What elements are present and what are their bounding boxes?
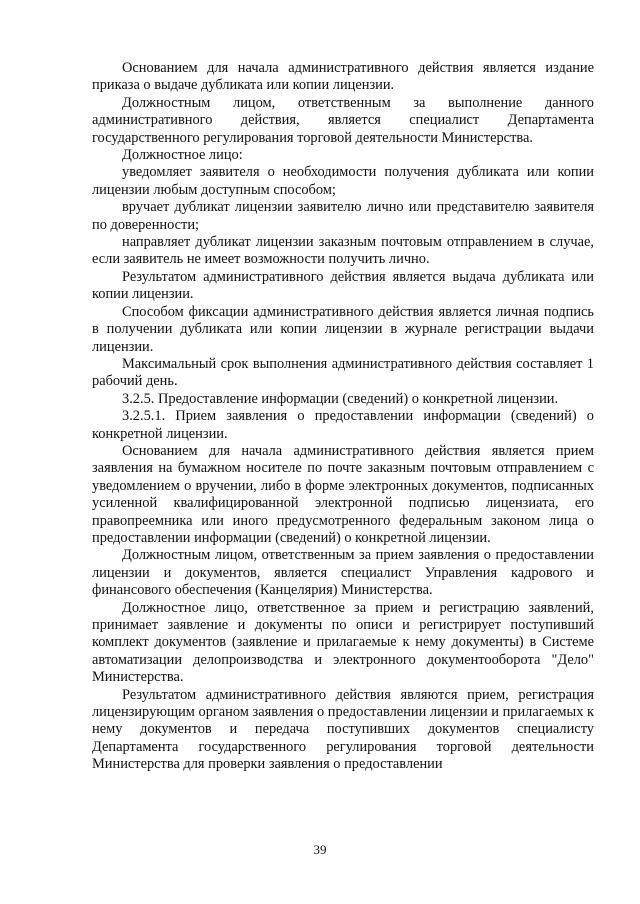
paragraph-registration: Должностное лицо, ответственное за прием и регистрацию заявлений, принимает заявление и документы по описи и регистрирует поступивший комплект документов (заявление и прилагаемые к нему документы) в Системе автоматизации делопроизводства и электронного документооборота "Дело" Министерства. (92, 599, 594, 686)
paragraph-basis-application: Основанием для начала административного действия является прием заявления на бумажном носителе по почте заказным почтовым отправлением с уведомлением о вручении, либо в форме электронных документов, подписанных усиленной квалифицированной электронной подписью лицензиата, его правопреемника или иного предусмотренного федеральным законом лица о предоставлении информации (сведений) о конкретной лицензии. (92, 442, 594, 546)
paragraph-responsible-reception: Должностным лицом, ответственным за прием заявления о предоставлении лицензии и документов, является специалист Управления кадрового и финансового обеспечения (Канцелярия) Министерства. (92, 547, 594, 599)
paragraph-max-term: Максимальный срок выполнения административного действия составляет 1 рабочий день. (92, 355, 594, 390)
paragraph-sends-by-mail: направляет дубликат лицензии заказным почтовым отправлением в случае, если заявитель не имеет возможности получить лично. (92, 234, 594, 268)
document-body (92, 60, 594, 774)
paragraph-notifies-applicant: уведомляет заявителя о необходимости получения дубликата или копии лицензии любым доступным способом; (92, 164, 594, 198)
paragraph-result-registration: Результатом административного действия являются прием, регистрация лицензирующим органом заявления о предоставлении лицензии и прилагаемых к нему документов и передача поступивших документов специалисту Департамента государственного регулирования торговой деятельности Министерства для проверки заявления о предоставлении (92, 686, 594, 773)
paragraph-basis-order: Основанием для начала административного действия является издание приказа о выдаче дубликата или копии лицензии. (92, 60, 594, 94)
paragraph-responsible-official: Должностным лицом, ответственным за выполнение данного административного действия, является специалист Департамента государственного регулирования торговой деятельности Министерства. (92, 94, 594, 146)
paragraph-official-intro: Должностное лицо: (122, 147, 243, 164)
section-heading-3-2-5: 3.2.5. Предоставление информации (сведений) о конкретной лицензии. (122, 390, 559, 407)
paragraph-result-issue: Результатом административного действия является выдача дубликата или копии лицензии. (92, 268, 594, 303)
section-heading-3-2-5-1: 3.2.5.1. Прием заявления о предоставлении информации (сведений) о конкретной лицензии. (92, 408, 594, 442)
paragraph-hands-over: вручает дубликат лицензии заявителю лично или представителю заявителя по доверенности; (92, 199, 594, 233)
paragraph-fixation-method: Способом фиксации административного действия является личная подпись в получении дубликата или копии лицензии в журнале регистрации выдачи лицензии. (92, 303, 594, 355)
page-number: 39 (313, 842, 327, 857)
